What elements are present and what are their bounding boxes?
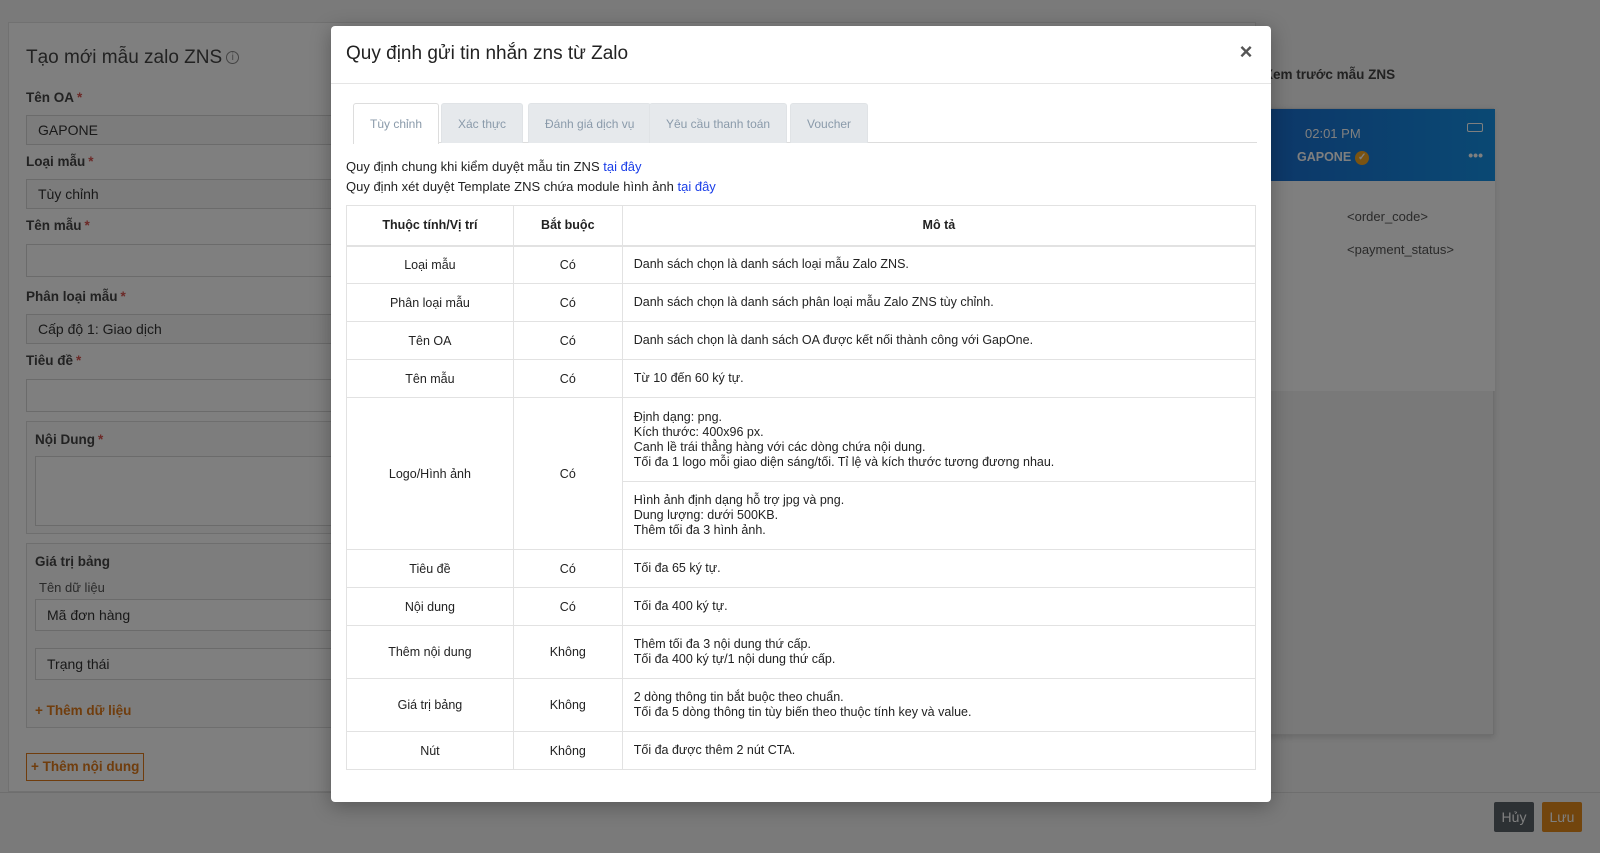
cell-required: Không [513, 732, 622, 770]
cell-required: Không [513, 626, 622, 679]
cell-description [622, 398, 1255, 482]
desc-line: Tối đa được thêm 2 nút CTA. [633, 743, 796, 757]
cell-attribute: Loại mẫu [347, 246, 514, 284]
cell-required: Có [513, 246, 622, 284]
table-row [347, 732, 1256, 770]
desc-line: Thêm tối đa 3 hình ảnh. [633, 523, 766, 537]
tab-payment-request[interactable]: Yêu cầu thanh toán [649, 103, 787, 143]
header-required: Bắt buộc [513, 206, 622, 246]
desc-line: Canh lề trái thẳng hàng với các dòng chứa nội dung. [633, 439, 926, 454]
cell-attribute: Thêm nội dung [347, 626, 514, 679]
cell-description [622, 679, 1255, 732]
cell-required: Có [513, 284, 622, 322]
desc-line: Tối đa 400 ký tự/1 nội dung thứ cấp. [633, 652, 836, 666]
desc-line: Tối đa 1 logo mỗi giao diện sáng/tối. Tỉ lệ và kích thước tương đương nhau. [633, 454, 1055, 469]
cell-description [622, 482, 1255, 550]
cell-required: Có [513, 322, 622, 360]
table-row [347, 550, 1256, 588]
cell-description [622, 588, 1255, 626]
tab-service-rating[interactable]: Đánh giá dịch vụ [528, 103, 651, 143]
note-2-text: Quy định xét duyệt Template ZNS chứa module hình ảnh [346, 178, 678, 194]
table-row [347, 679, 1256, 732]
cell-attribute: Tiêu đề [347, 550, 514, 588]
table-row [347, 588, 1256, 626]
cell-attribute: Logo/Hình ảnh [347, 398, 514, 550]
cell-description [622, 550, 1255, 588]
cell-required: Có [513, 360, 622, 398]
rules-notes [346, 157, 716, 196]
note-1-link[interactable]: tại đây [603, 159, 642, 174]
cell-description [622, 322, 1255, 360]
cell-required: Không [513, 679, 622, 732]
cell-attribute: Giá trị bảng [347, 679, 514, 732]
cell-attribute: Tên mẫu [347, 360, 514, 398]
tab-bar [353, 103, 1257, 143]
note-line-2 [346, 177, 716, 197]
table-row [347, 322, 1256, 360]
desc-line: Danh sách chọn là danh sách loại mẫu Zalo ZNS. [633, 257, 909, 272]
cell-attribute: Nội dung [347, 588, 514, 626]
desc-line: Tối đa 5 dòng thông tin tùy biến theo thuộc tính key và value. [633, 705, 972, 719]
rules-table [346, 205, 1256, 770]
modal-title: Quy định gửi tin nhắn zns từ Zalo [346, 43, 629, 64]
note-line-1 [346, 157, 716, 177]
table-row [347, 284, 1256, 322]
cell-attribute: Tên OA [347, 322, 514, 360]
table-header-row [347, 206, 1256, 246]
modal-header [331, 26, 1271, 84]
cell-description [622, 246, 1255, 284]
table-row [347, 398, 1256, 482]
cell-attribute: Phân loại mẫu [347, 284, 514, 322]
cell-required: Có [513, 588, 622, 626]
note-1-text: Quy định chung khi kiểm duyệt mẫu tin ZNS [346, 159, 604, 174]
header-attribute: Thuộc tính/Vị trí [347, 206, 514, 246]
desc-line: Danh sách chọn là danh sách OA được kết nối thành công với GapOne. [633, 333, 1034, 347]
note-2-link[interactable]: tại đây [677, 178, 716, 194]
cell-required: Có [513, 398, 622, 550]
cell-description [622, 360, 1255, 398]
desc-line: Dung lượng: dưới 500KB. [633, 508, 779, 522]
tab-custom[interactable]: Tùy chỉnh [353, 103, 439, 144]
desc-line: Thêm tối đa 3 nội dung thứ cấp. [633, 637, 811, 651]
table-row [347, 626, 1256, 679]
desc-line: 2 dòng thông tin bắt buộc theo chuẩn. [633, 690, 844, 704]
desc-line: Từ 10 đến 60 ký tự. [633, 371, 744, 385]
table-row [347, 360, 1256, 398]
close-icon[interactable]: × [1235, 40, 1257, 64]
cell-description [622, 626, 1255, 679]
tab-voucher[interactable]: Voucher [790, 103, 868, 143]
desc-line: Định dạng: png. [633, 409, 722, 424]
cell-required: Có [513, 550, 622, 588]
header-description: Mô tả [622, 206, 1255, 246]
desc-line: Kích thước: 400x96 px. [633, 424, 764, 439]
desc-line: Hình ảnh định dạng hỗ trợ jpg và png. [633, 493, 845, 507]
desc-line: Tối đa 400 ký tự. [633, 599, 728, 613]
tab-verification[interactable]: Xác thực [441, 103, 523, 143]
desc-line: Tối đa 65 ký tự. [633, 561, 721, 575]
cell-description [622, 732, 1255, 770]
rules-modal [331, 26, 1271, 802]
cell-attribute: Nút [347, 732, 514, 770]
table-row [347, 246, 1256, 284]
cell-description [622, 284, 1255, 322]
desc-line: Danh sách chọn là danh sách phân loại mẫu Zalo ZNS tùy chỉnh. [633, 295, 994, 309]
